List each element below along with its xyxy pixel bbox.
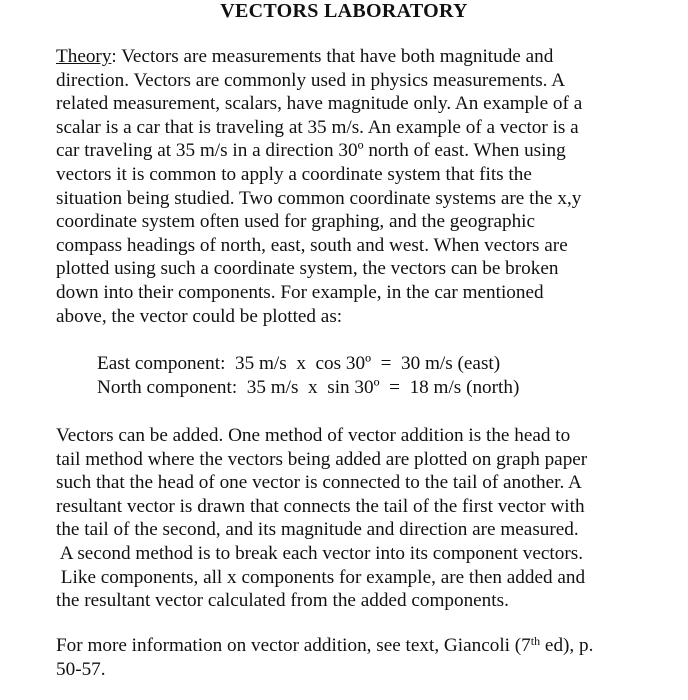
theory-line: car traveling at 35 m/s in a direction 30º north of east. When using [56, 140, 566, 162]
north-component-line: North component: 35 m/s x sin 30º = 18 m/s (north) [97, 376, 520, 398]
theory-line: situation being studied. Two common coordinate systems are the x,y [56, 187, 582, 209]
theory-line: direction. Vectors are commonly used in physics measurements. A [56, 69, 566, 91]
theory-line: plotted using such a coordinate system, the vectors can be broken [56, 258, 559, 280]
reference-line-1 [56, 634, 636, 658]
theory-line: coordinate system often used for graphing, and the geographic [56, 211, 536, 233]
theory-first-line-text: : Vectors are measurements that have both magnitude and [111, 46, 554, 67]
theory-label: Theory [56, 46, 112, 67]
east-component-line: East component: 35 m/s x cos 30º = 30 m/s (east) [97, 353, 501, 374]
addition-line: the resultant vector calculated from the added components. [56, 590, 509, 612]
addition-line: tail method where the vectors being added are plotted on graph paper [56, 448, 588, 470]
reference-paragraph [56, 634, 636, 681]
reference-line-2: 50-57. [56, 658, 106, 680]
page-title: VECTORS LABORATORY [220, 0, 468, 22]
reference-text-before: For more information on vector addition, see text, Giancoli (7 [56, 635, 531, 656]
theory-line: down into their components. For example, in the car mentioned [56, 281, 544, 303]
addition-line: resultant vector is drawn that connects the tail of the first vector with [56, 495, 585, 517]
theory-line: related measurement, scalars, have magnitude only. An example of a [56, 93, 583, 115]
theory-line: vectors it is common to apply a coordinate system that fits the [56, 163, 532, 185]
theory-paragraph [56, 45, 636, 328]
addition-line: A second method is to break each vector into its component vectors. [56, 542, 583, 564]
theory-line: compass headings of north, east, south and west. When vectors are [56, 234, 568, 256]
reference-text-after: ed), p. [540, 635, 594, 656]
addition-line: such that the head of one vector is connected to the tail of another. A [56, 472, 582, 494]
addition-line: Vectors can be added. One method of vector addition is the head to [56, 425, 571, 446]
addition-line: the tail of the second, and its magnitude and direction are measured. [56, 519, 579, 541]
components-block [97, 352, 519, 399]
addition-line: Like components, all x components for example, are then added and [56, 566, 586, 588]
theory-line-0 [56, 45, 636, 69]
vector-addition-paragraph [56, 424, 636, 613]
theory-line: scalar is a car that is traveling at 35 m/s. An example of a vector is a [56, 116, 579, 138]
theory-line: above, the vector could be plotted as: [56, 305, 343, 327]
edition-superscript: th [530, 634, 541, 648]
